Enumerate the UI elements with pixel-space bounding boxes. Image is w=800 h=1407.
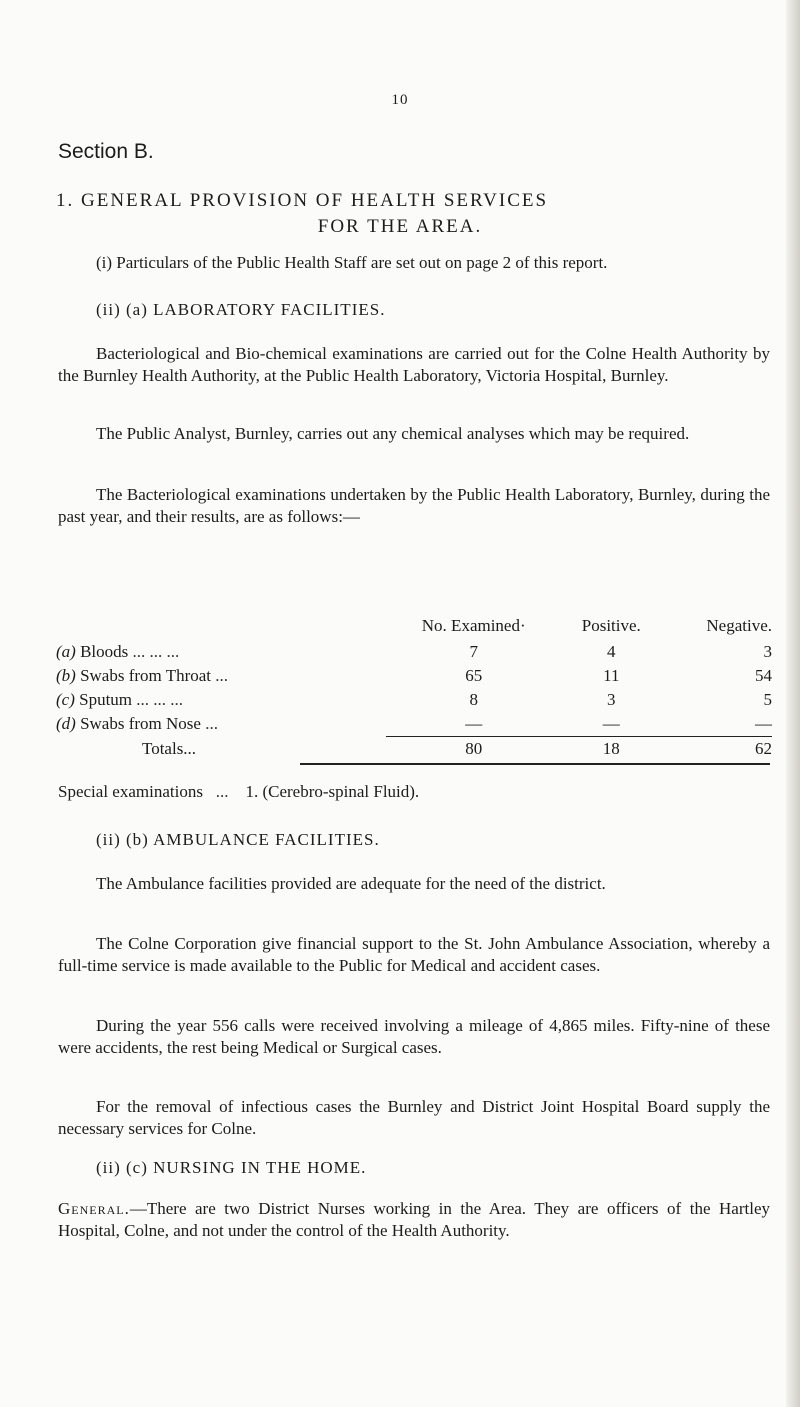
main-heading-line1: 1. GENERAL PROVISION OF HEALTH SERVICES — [56, 190, 549, 211]
row-letter: (b) — [56, 666, 76, 685]
row-positive: 11 — [603, 666, 620, 685]
row-negative: 5 — [763, 690, 772, 709]
special-examinations: Special examinations ... 1. (Cerebro-spinal Fluid). — [58, 782, 420, 801]
row-leader: ... ... ... — [136, 690, 184, 709]
table-row — [56, 664, 772, 688]
page-number: 10 — [391, 92, 409, 108]
totals-positive: 18 — [561, 737, 661, 762]
row-letter: (a) — [56, 642, 76, 661]
header-examined: No. Examined· — [421, 616, 526, 635]
page-edge-shadow — [786, 0, 800, 1407]
para-bacteriological: Bacteriological and Bio-chemical examinations are carried out for the Colne Health Authority by the Burnley Health Authority, at the Public Health Laboratory, Victoria Hospital, Burnley. — [58, 344, 770, 385]
header-positive: Positive. — [581, 616, 641, 635]
para-calls: During the year 556 calls were received involving a mileage of 4,865 miles. Fifty-nine of these were accidents, the rest being Medical or Surgical cases. — [58, 1016, 770, 1057]
row-leader: ... — [215, 666, 229, 685]
para-nursing — [58, 1198, 770, 1242]
para-analyst: The Public Analyst, Burnley, carries out any chemical analyses which may be required. — [96, 424, 690, 443]
main-heading-line2: FOR THE AREA. — [317, 216, 483, 237]
special-examinations-value: 1. (Cerebro-spinal Fluid). — [245, 782, 420, 801]
para-removal: For the removal of infectious cases the Burnley and District Joint Hospital Board supply the necessary services for Colne. — [58, 1097, 770, 1138]
section-heading: Section B. — [58, 140, 154, 163]
row-examined: — — [465, 714, 483, 733]
para-examinations-intro: The Bacteriological examinations undertaken by the Public Health Laboratory, Burnley, during the past year, and their results, are as follows:— — [58, 485, 770, 526]
totals-negative: 62 — [661, 737, 772, 762]
special-examinations-label: Special examinations — [58, 782, 203, 801]
row-examined: 8 — [469, 690, 478, 709]
table-row — [56, 640, 772, 664]
table-header-row — [56, 616, 772, 640]
row-negative: 3 — [763, 642, 772, 661]
totals-examined: 80 — [386, 737, 561, 762]
row-label: Bloods — [80, 642, 129, 661]
row-positive: 4 — [607, 642, 616, 661]
para-corporation: The Colne Corporation give financial support to the St. John Ambulance Association, whereby a full-time service is made available to the Public for Medical and accident cases. — [58, 934, 770, 975]
para-staff: (i) Particulars of the Public Health Staff are set out on page 2 of this report. — [96, 253, 608, 272]
table-row — [56, 688, 772, 712]
row-letter: (d) — [56, 714, 76, 734]
header-negative: Negative. — [706, 616, 772, 635]
row-negative: — — [755, 714, 772, 733]
row-negative: 54 — [755, 666, 772, 685]
row-leader: ... ... ... — [132, 642, 180, 661]
row-label: Swabs from Throat — [80, 666, 212, 685]
row-positive: 3 — [607, 690, 616, 709]
totals-label: Totals... — [142, 738, 197, 758]
totals-row — [56, 737, 772, 762]
subheading-laboratory: (ii) (a) LABORATORY FACILITIES. — [96, 300, 386, 319]
laboratory-table — [56, 616, 772, 761]
row-examined: 7 — [469, 642, 478, 661]
row-letter: (c) — [56, 690, 75, 709]
row-examined: 65 — [465, 666, 483, 685]
para-ambulance-adequate: The Ambulance facilities provided are adequate for the need of the district. — [96, 874, 606, 893]
row-positive: — — [602, 714, 620, 733]
table-row — [56, 712, 772, 737]
totals-underline — [300, 763, 770, 765]
subheading-ambulance: (ii) (b) AMBULANCE FACILITIES. — [96, 830, 380, 849]
para-nursing-text: —There are two District Nurses working in the Area. They are officers of the Hartley Hospital, Colne, and not under the control of the Health Authority. — [58, 1199, 770, 1240]
para-nursing-label: General. — [58, 1199, 130, 1218]
row-leader: ... — [205, 714, 218, 734]
subheading-nursing: (ii) (c) NURSING IN THE HOME. — [96, 1158, 367, 1177]
row-label: Sputum — [79, 690, 133, 709]
row-label: Swabs from Nose — [80, 714, 201, 734]
